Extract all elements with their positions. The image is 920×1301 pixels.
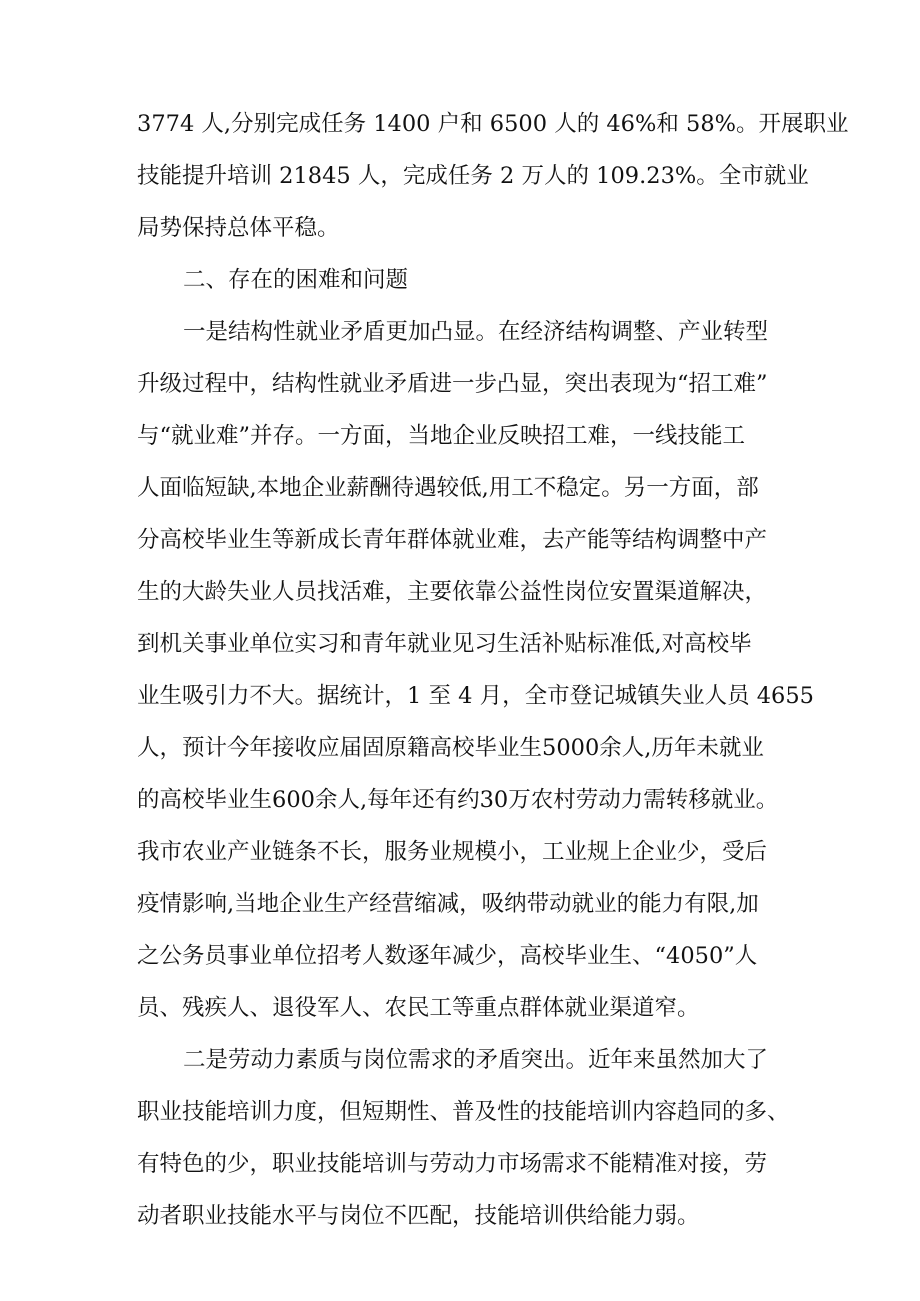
section-heading-block bbox=[137, 254, 797, 306]
text-line: 升级过程中，结构性就业矛盾进一步凸显，突出表现为“招工难” bbox=[137, 371, 768, 397]
text-line: 分高校毕业生等新成长青年群体就业难，去产能等结构调整中产 bbox=[137, 527, 768, 553]
text-line: 员、残疾人、退役军人、农民工等重点群体就业渠道窄。 bbox=[137, 995, 700, 1021]
text-line: 到机关事业单位实习和青年就业见习生活补贴标准低,对高校毕 bbox=[137, 631, 752, 657]
text-line: 我市农业产业链条不长，服务业规模小，工业规上企业少，受后 bbox=[137, 839, 768, 865]
text-line: 二是劳动力素质与岗位需求的矛盾突出。近年来虽然加大了 bbox=[183, 1047, 769, 1073]
document-body bbox=[137, 98, 849, 1242]
paragraph-intro bbox=[137, 98, 849, 254]
paragraph-labor-quality bbox=[137, 1034, 797, 1242]
text-line: 职业技能培训力度，但短期性、普及性的技能培训内容趋同的多、 bbox=[137, 1099, 790, 1125]
text-line: 生的大龄失业人员找活难，主要依靠公益性岗位安置渠道解决， bbox=[137, 579, 768, 605]
text-line: 技能提升培训 21845 人，完成任务 2 万人的 109.23%。全市就业 bbox=[137, 163, 809, 189]
text-line: 业生吸引力不大。据统计，1 至 4 月，全市登记城镇失业人员 4655 bbox=[137, 683, 815, 709]
text-line: 的高校毕业生600余人,每年还有约30万农村劳动力需转移就业。 bbox=[137, 787, 779, 813]
text-line: 人面临短缺,本地企业薪酬待遇较低,用工不稳定。另一方面，部 bbox=[137, 475, 759, 501]
text-line: 与“就业难”并存。一方面，当地企业反映招工难，一线技能工 bbox=[137, 423, 746, 449]
section-heading: 二、存在的困难和问题 bbox=[183, 267, 409, 293]
text-line: 动者职业技能水平与岗位不匹配，技能培训供给能力弱。 bbox=[137, 1203, 700, 1229]
text-line: 有特色的少，职业技能培训与劳动力市场需求不能精准对接，劳 bbox=[137, 1151, 768, 1177]
text-line: 3774 人,分别完成任务 1400 户和 6500 人的 46%和 58%。开展职业 bbox=[137, 111, 849, 137]
paragraph-structural-employment bbox=[137, 306, 815, 1034]
text-line: 疫情影响,当地企业生产经营缩减，吸纳带动就业的能力有限,加 bbox=[137, 891, 759, 917]
text-line: 之公务员事业单位招考人数逐年减少，高校毕业生、“4050”人 bbox=[137, 943, 758, 969]
text-line: 局势保持总体平稳。 bbox=[137, 215, 340, 241]
text-line: 一是结构性就业矛盾更加凸显。在经济结构调整、产业转型 bbox=[183, 319, 769, 345]
text-line: 人，预计今年接收应届固原籍高校毕业生5000余人,历年未就业 bbox=[137, 735, 764, 761]
